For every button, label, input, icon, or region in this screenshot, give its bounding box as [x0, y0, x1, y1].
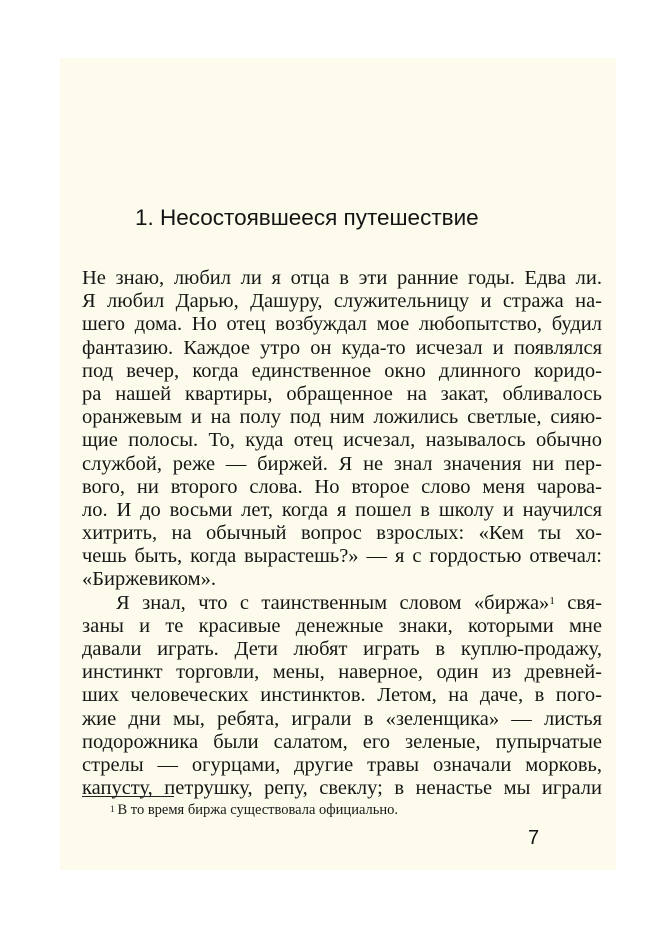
text-line: хитрить, на обычный вопрос взрослых: «Кем ты хо- [82, 522, 602, 545]
paragraph-1 [82, 267, 602, 592]
chapter-title: 1. Несостоявшееся путешествие [135, 205, 479, 230]
page-number: 7 [528, 827, 540, 849]
text-line: ра нашей квартиры, обращенное на закат, обливалось [82, 382, 602, 405]
text-line: жие дни мы, ребята, играли в «зеленщика» — листья [82, 707, 602, 730]
text-segment: свя- [554, 591, 603, 614]
text-line: шего дома. Но отец возбуждал мое любопытство, будил [82, 313, 602, 336]
footnote-text: В то время биржа существовала официально. [117, 802, 398, 818]
paragraph-2 [82, 592, 602, 801]
text-line: давали играть. Дети любят играть в куплю-продажу, [82, 638, 602, 660]
body-text [82, 267, 602, 800]
text-line-first [82, 592, 602, 615]
text-line: капусту, петрушку, репу, свеклу; в ненастье мы играли [82, 777, 602, 800]
text-line: инстинкт торговли, мены, наверное, один из древней- [82, 661, 602, 684]
text-line: под вечер, когда единственное окно длинного коридо- [82, 359, 602, 382]
text-line: Я любил Дарью, Дашуру, служительницу и стража на- [82, 290, 602, 313]
text-line: стрелы — огурцами, другие травы означали морковь, [82, 753, 602, 776]
text-line: службой, реже — биржей. Я не знал значения ни пер- [82, 452, 602, 475]
text-line: чешь быть, когда вырастешь?» — я с гордостью отвечал: [82, 545, 602, 568]
text-line: оранжевым и на полу под ним ложились светлые, сияю- [82, 406, 602, 429]
text-line: заны и те красивые денежные знаки, которыми мне [82, 614, 602, 637]
text-line: фантазию. Каждое утро он куда-то исчезал и появлялся [82, 336, 602, 359]
footnote [110, 800, 550, 820]
footnote-reference[interactable]: 1 [549, 594, 555, 607]
text-line: «Биржевиком». [82, 568, 217, 591]
text-line: подорожника были салатом, его зеленые, пупырчатые [82, 730, 602, 753]
footnote-number: 1 [110, 804, 115, 814]
text-segment: Я знал, что с таинственным словом «биржа» [116, 591, 550, 614]
text-line: ло. И до восьми лет, когда я пошел в школу и научился [82, 498, 602, 521]
text-line: Не знаю, любил ли я отца в эти ранние годы. Едва ли. [82, 267, 602, 289]
footnote-divider [82, 796, 174, 797]
text-line: вого, ни второго слова. Но второе слово меня чарова- [82, 475, 602, 498]
text-line: щие полосы. То, куда отец исчезал, называлось обычно [82, 429, 602, 452]
text-line: ших человеческих инстинктов. Летом, на даче, в пого- [82, 684, 602, 707]
